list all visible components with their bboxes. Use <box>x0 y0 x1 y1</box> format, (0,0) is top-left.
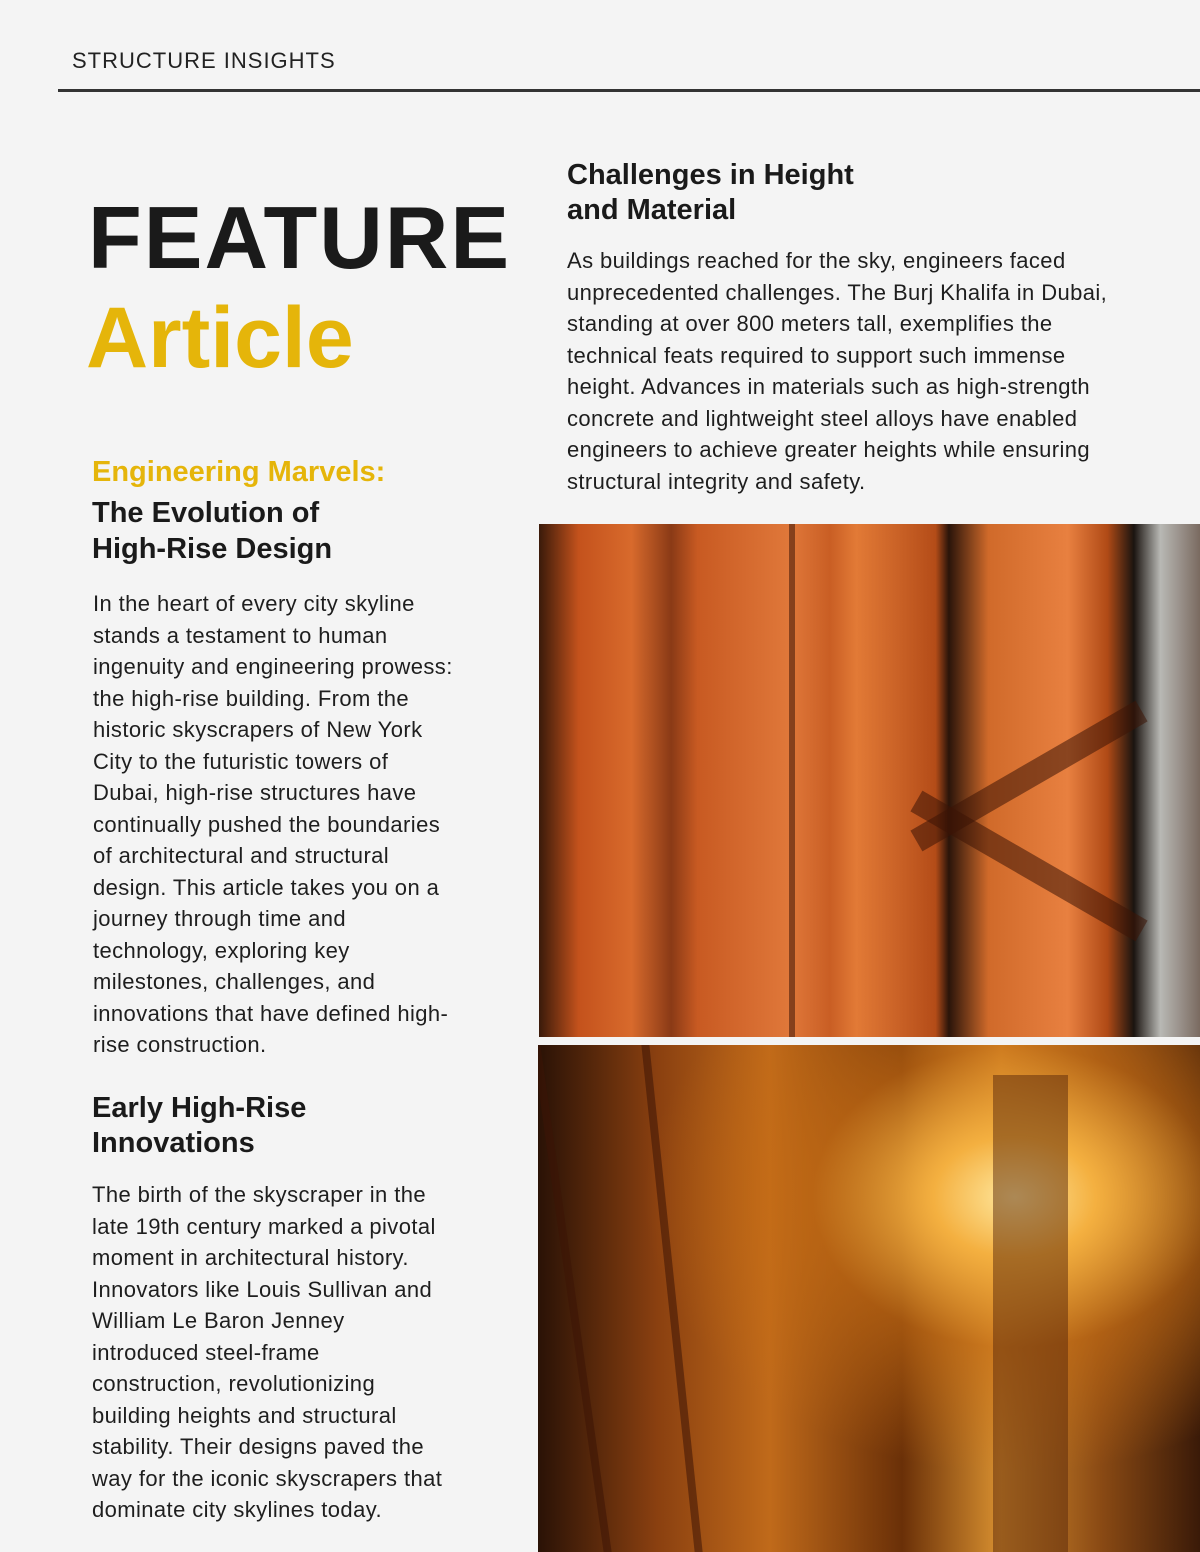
publication-kicker: STRUCTURE INSIGHTS <box>72 48 336 73</box>
paragraph-line: way for the iconic skyscrapers that <box>92 1465 443 1491</box>
skyscraper-sunset-photo <box>538 1045 1200 1552</box>
heading-line: Early High-Rise <box>92 1092 307 1124</box>
paragraph-line: structural integrity and safety. <box>567 468 866 494</box>
steel-bridge-photo <box>539 524 1200 1037</box>
intro-paragraph <box>93 588 453 1061</box>
intro-heading <box>92 495 332 567</box>
challenges-heading <box>567 158 854 228</box>
paragraph-line: William Le Baron Jenney <box>92 1308 345 1333</box>
paragraph-line: technology, exploring key <box>93 937 350 963</box>
paragraph-line: As buildings reached for the sky, engineers faced <box>567 248 1066 273</box>
paragraph-line: innovations that have defined high- <box>93 1000 449 1026</box>
paragraph-line: design. This article takes you on a <box>93 874 440 900</box>
paragraph-line: moment in architectural history. <box>92 1245 409 1270</box>
paragraph-line: The birth of the skyscraper in the <box>92 1182 426 1207</box>
heading-line: The Evolution of <box>92 497 320 529</box>
heading-line: Innovations <box>92 1127 255 1159</box>
paragraph-line: the high-rise building. From the <box>93 685 410 711</box>
paragraph-line: In the heart of every city skyline <box>93 591 415 616</box>
paragraph-line: height. Advances in materials such as high-strength <box>567 374 1091 399</box>
paragraph-line: building heights and structural <box>92 1402 397 1428</box>
paragraph-line: construction, revolutionizing <box>92 1371 376 1396</box>
early-heading <box>92 1091 306 1161</box>
heading-line: Challenges in Height <box>567 159 854 191</box>
paragraph-line: rise construction. <box>93 1032 267 1057</box>
title-article: Article <box>86 290 354 386</box>
paragraph-line: milestones, challenges, and <box>93 969 376 994</box>
paragraph-line: stands a testament to human <box>93 622 388 648</box>
paragraph-line: introduced steel-frame <box>92 1339 320 1365</box>
paragraph-line: continually pushed the boundaries <box>93 811 441 837</box>
paragraph-line: of architectural and structural <box>93 843 390 868</box>
paragraph-line: ingenuity and engineering prowess: <box>93 654 453 679</box>
paragraph-line: concrete and lightweight steel alloys have enabled <box>567 405 1078 431</box>
paragraph-line: unprecedented challenges. The Burj Khalifa in Dubai, <box>567 279 1108 305</box>
paragraph-line: Innovators like Louis Sullivan and <box>92 1276 433 1302</box>
paragraph-line: late 19th century marked a pivotal <box>92 1213 436 1239</box>
challenges-paragraph <box>567 245 1107 497</box>
heading-line: and Material <box>567 194 737 226</box>
paragraph-line: standing at over 800 meters tall, exemplifies the <box>567 311 1053 336</box>
paragraph-line: dominate city skylines today. <box>92 1497 382 1522</box>
title-feature: FEATURE <box>88 188 512 287</box>
paragraph-line: journey through time and <box>93 906 346 931</box>
paragraph-line: stability. Their designs paved the <box>92 1434 424 1459</box>
paragraph-line: technical feats required to support such immense <box>567 342 1066 368</box>
paragraph-line: engineers to achieve greater heights while ensuring <box>567 437 1091 462</box>
header-divider <box>58 89 1200 92</box>
paragraph-line: historic skyscrapers of New York <box>93 717 423 742</box>
intro-accent-heading: Engineering Marvels: <box>92 456 386 488</box>
heading-line: High-Rise Design <box>92 533 333 565</box>
paragraph-line: City to the futuristic towers of <box>93 748 389 774</box>
paragraph-line: Dubai, high-rise structures have <box>93 780 417 805</box>
early-paragraph <box>92 1179 442 1526</box>
